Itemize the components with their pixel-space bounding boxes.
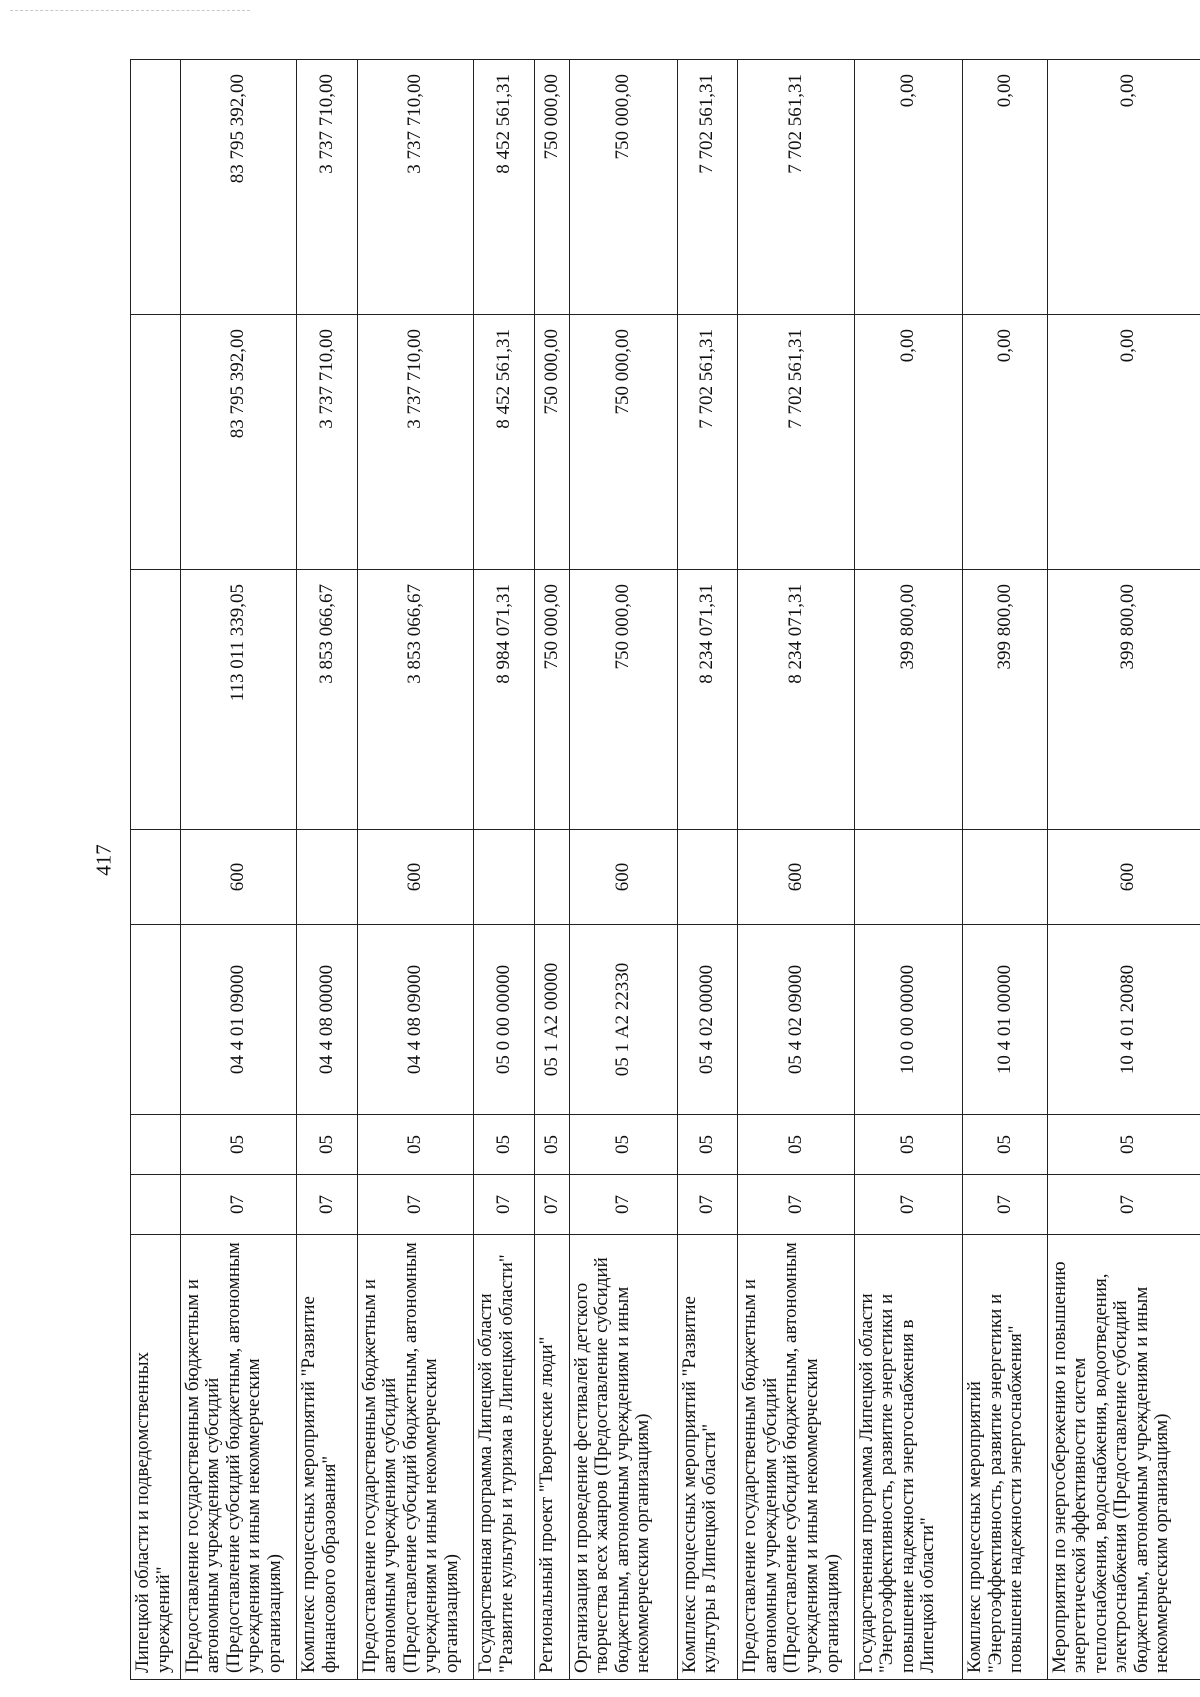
- cell-c3: 10 4 01 20080: [1047, 925, 1200, 1115]
- cell-v3: 0,00: [963, 60, 1047, 315]
- cell-name: Комплекс процессных мероприятий "Развитие культуры в Липецкой области": [677, 1235, 738, 1680]
- cell-c1: 07: [738, 1175, 854, 1235]
- cell-v1: [131, 570, 181, 830]
- table-row: [677, 60, 738, 1680]
- cell-c2: 05: [534, 1115, 569, 1175]
- cell-c4: 600: [357, 830, 473, 925]
- cell-v3: 83 795 392,00: [180, 60, 296, 315]
- cell-c2: 05: [963, 1115, 1047, 1175]
- cell-v2: [131, 315, 181, 570]
- page-number: 417: [91, 844, 116, 876]
- cell-v3: 750 000,00: [534, 60, 569, 315]
- table-row: [854, 60, 962, 1680]
- cell-v2: 7 702 561,31: [677, 315, 738, 570]
- cell-c4: 600: [569, 830, 677, 925]
- cell-v1: 8 984 071,31: [474, 570, 535, 830]
- cell-v2: 8 452 561,31: [474, 315, 535, 570]
- table-row: [1047, 60, 1200, 1680]
- cell-c3: 05 0 00 00000: [474, 925, 535, 1115]
- cell-name: Предоставление государственным бюджетным и автономным учреждениям субсидий (Предоставление субсидий бюджетным, автономным учреждениям и иным некоммерческим организациям): [357, 1235, 473, 1680]
- cell-c3: 05 4 02 00000: [677, 925, 738, 1115]
- cell-c3: 05 1 А2 22330: [569, 925, 677, 1115]
- rotated-table-container: [130, 60, 1200, 1680]
- cell-name: Региональный проект "Творческие люди": [534, 1235, 569, 1680]
- cell-c1: 07: [963, 1175, 1047, 1235]
- cell-v3: 0,00: [1047, 60, 1200, 315]
- cell-c3: 04 4 01 09000: [180, 925, 296, 1115]
- cell-c2: 05: [474, 1115, 535, 1175]
- cell-c1: 07: [357, 1175, 473, 1235]
- cell-v3: 7 702 561,31: [677, 60, 738, 315]
- cell-v1: 113 011 339,05: [180, 570, 296, 830]
- cell-v1: 399 800,00: [854, 570, 962, 830]
- cell-c3: 05 1 А2 00000: [534, 925, 569, 1115]
- table-row: [297, 60, 358, 1680]
- cell-name: Предоставление государственным бюджетным и автономным учреждениям субсидий (Предоставление субсидий бюджетным, автономным учреждениям и иным некоммерческим организациям): [180, 1235, 296, 1680]
- cell-name: Государственная программа Липецкой области "Энергоэффективность, развитие энергетики и повышение надежности энергоснабжения в Липецкой области": [854, 1235, 962, 1680]
- cell-c4: [131, 830, 181, 925]
- cell-c1: 07: [1047, 1175, 1200, 1235]
- cell-c2: 05: [854, 1115, 962, 1175]
- cell-v2: 0,00: [854, 315, 962, 570]
- cell-name: Липецкой области и подведомственных учреждений": [131, 1235, 181, 1680]
- cell-c4: 600: [180, 830, 296, 925]
- cell-c1: 07: [569, 1175, 677, 1235]
- cell-c1: 07: [297, 1175, 358, 1235]
- table-row: [180, 60, 296, 1680]
- cell-c1: 07: [677, 1175, 738, 1235]
- cell-c2: 05: [677, 1115, 738, 1175]
- cell-v1: 3 853 066,67: [357, 570, 473, 830]
- cell-c2: 05: [357, 1115, 473, 1175]
- scan-header-mark: [10, 10, 250, 13]
- cell-c3: 10 0 00 00000: [854, 925, 962, 1115]
- table-row: [534, 60, 569, 1680]
- cell-v1: 750 000,00: [534, 570, 569, 830]
- cell-v3: 3 737 710,00: [297, 60, 358, 315]
- cell-v1: 399 800,00: [963, 570, 1047, 830]
- cell-v3: 3 737 710,00: [357, 60, 473, 315]
- cell-name: Комплекс процессных мероприятий "Энергоэффективность, развитие энергетики и повышение надежности энергоснабжения": [963, 1235, 1047, 1680]
- cell-v2: 7 702 561,31: [738, 315, 854, 570]
- cell-c4: [297, 830, 358, 925]
- cell-c4: [534, 830, 569, 925]
- cell-c2: 05: [1047, 1115, 1200, 1175]
- cell-v3: 8 452 561,31: [474, 60, 535, 315]
- table-row: [738, 60, 854, 1680]
- cell-c3: [131, 925, 181, 1115]
- cell-c2: 05: [297, 1115, 358, 1175]
- cell-c3: 10 4 01 00000: [963, 925, 1047, 1115]
- cell-name: Комплекс процессных мероприятий "Развитие финансового образования": [297, 1235, 358, 1680]
- cell-c4: [474, 830, 535, 925]
- cell-c3: 05 4 02 09000: [738, 925, 854, 1115]
- cell-c1: [131, 1175, 181, 1235]
- table-row: [131, 60, 181, 1680]
- budget-table: [130, 59, 1200, 1680]
- cell-v2: 750 000,00: [534, 315, 569, 570]
- cell-name: Предоставление государственным бюджетным и автономным учреждениям субсидий (Предоставление субсидий бюджетным, автономным учреждениям и иным некоммерческим организациям): [738, 1235, 854, 1680]
- cell-c2: 05: [738, 1115, 854, 1175]
- cell-c1: 07: [854, 1175, 962, 1235]
- cell-c2: 05: [180, 1115, 296, 1175]
- cell-c4: [854, 830, 962, 925]
- cell-v2: 3 737 710,00: [297, 315, 358, 570]
- cell-c1: 07: [474, 1175, 535, 1235]
- cell-v1: 8 234 071,31: [677, 570, 738, 830]
- table-row: [963, 60, 1047, 1680]
- table-row: [474, 60, 535, 1680]
- cell-v1: 3 853 066,67: [297, 570, 358, 830]
- cell-v2: 83 795 392,00: [180, 315, 296, 570]
- cell-v2: 750 000,00: [569, 315, 677, 570]
- cell-v1: 399 800,00: [1047, 570, 1200, 830]
- cell-c3: 04 4 08 00000: [297, 925, 358, 1115]
- cell-v2: 0,00: [963, 315, 1047, 570]
- cell-c1: 07: [534, 1175, 569, 1235]
- cell-c4: [677, 830, 738, 925]
- cell-v3: 0,00: [854, 60, 962, 315]
- cell-c4: 600: [1047, 830, 1200, 925]
- cell-name: Государственная программа Липецкой области "Развитие культуры и туризма в Липецкой области": [474, 1235, 535, 1680]
- cell-v3: [131, 60, 181, 315]
- cell-c2: [131, 1115, 181, 1175]
- table-row: [569, 60, 677, 1680]
- cell-name: Мероприятия по энергосбережению и повышению энергетической эффективности систем теплоснабжения, водоснабжения, водоотведения, электроснабжения (Предоставление субсидий бюджетным, автономным учреждениям и иным некоммерческим организациям): [1047, 1235, 1200, 1680]
- cell-v3: 750 000,00: [569, 60, 677, 315]
- cell-c3: 04 4 08 09000: [357, 925, 473, 1115]
- table-row: [357, 60, 473, 1680]
- cell-v1: 750 000,00: [569, 570, 677, 830]
- cell-v3: 7 702 561,31: [738, 60, 854, 315]
- cell-c2: 05: [569, 1115, 677, 1175]
- cell-c4: 600: [738, 830, 854, 925]
- cell-c4: [963, 830, 1047, 925]
- cell-v1: 8 234 071,31: [738, 570, 854, 830]
- cell-name: Организация и проведение фестивалей детского творчества всех жанров (Предоставление субсидий бюджетным, автономным учреждениям и иным некоммерческим организациям): [569, 1235, 677, 1680]
- cell-v2: 0,00: [1047, 315, 1200, 570]
- cell-c1: 07: [180, 1175, 296, 1235]
- cell-v2: 3 737 710,00: [357, 315, 473, 570]
